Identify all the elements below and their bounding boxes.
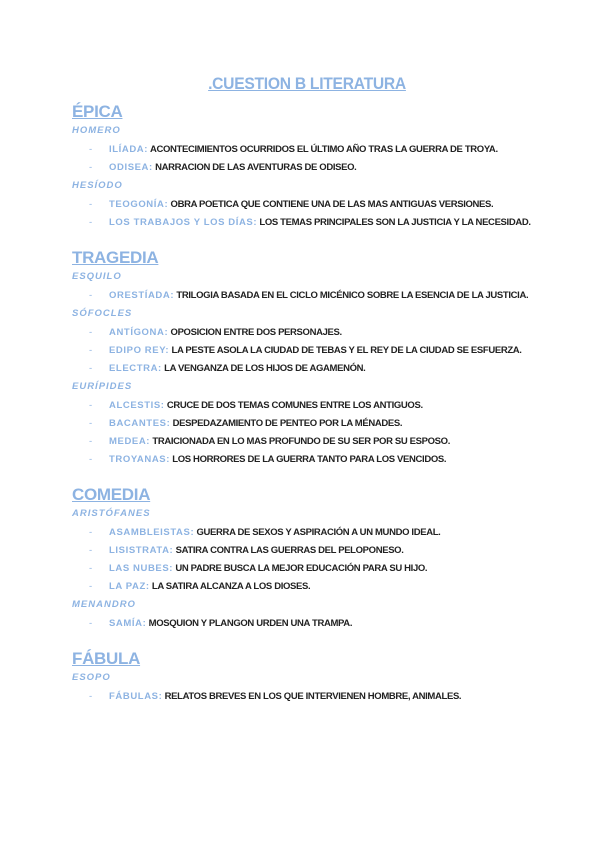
list-item bbox=[72, 451, 542, 469]
author-name: HOMERO bbox=[72, 125, 121, 136]
author-name: EURÍPIDES bbox=[72, 381, 133, 392]
dash-bullet: - bbox=[89, 527, 93, 538]
work-description: LA PESTE ASOLA LA CIUDAD DE TEBAS Y EL REY DE LA CIUDAD SE ESFUERZA. bbox=[169, 345, 522, 356]
work-title: MEDEA: bbox=[109, 436, 151, 447]
works-list bbox=[72, 196, 542, 232]
work-description: NARRACION DE LAS AVENTURAS DE ODISEO. bbox=[152, 162, 357, 173]
work-title: ANTÍGONA: bbox=[109, 327, 169, 338]
list-item bbox=[72, 287, 542, 305]
dash-bullet: - bbox=[89, 436, 93, 447]
works-list bbox=[72, 615, 542, 633]
dash-bullet: - bbox=[89, 217, 93, 228]
list-item bbox=[72, 615, 542, 633]
dash-bullet: - bbox=[89, 290, 93, 301]
author-name: ESOPO bbox=[72, 672, 111, 683]
list-item bbox=[72, 560, 542, 578]
section-title: FÁBULA bbox=[72, 649, 141, 668]
work-title: ILÍADA: bbox=[109, 144, 149, 155]
section-comedia bbox=[72, 485, 542, 633]
list-item bbox=[72, 397, 542, 415]
works-list bbox=[72, 397, 542, 469]
list-item bbox=[72, 433, 542, 451]
dash-bullet: - bbox=[89, 345, 93, 356]
section-tragedia bbox=[72, 248, 542, 469]
works-list bbox=[72, 141, 542, 177]
list-item bbox=[72, 141, 542, 159]
dash-bullet: - bbox=[89, 545, 93, 556]
list-item bbox=[72, 578, 542, 596]
list-item bbox=[72, 342, 542, 360]
dash-bullet: - bbox=[89, 144, 93, 155]
author-name: SÓFOCLES bbox=[72, 308, 133, 319]
list-item bbox=[72, 159, 542, 177]
work-description: RELATOS BREVES EN LOS QUE INTERVIENEN HOMBRE, ANIMALES. bbox=[162, 691, 462, 702]
dash-bullet: - bbox=[89, 691, 93, 702]
work-title: LISISTRATA: bbox=[109, 545, 174, 556]
author-name: ESQUILO bbox=[72, 271, 122, 282]
work-description: UN PADRE BUSCA LA MEJOR EDUCACIÓN PARA SU HIJO. bbox=[173, 563, 428, 574]
list-item bbox=[72, 524, 542, 542]
work-description: MOSQUION Y PLANGON URDEN UNA TRAMPA. bbox=[146, 618, 353, 629]
work-description: ACONTECIMIENTOS OCURRIDOS EL ÚLTIMO AÑO TRAS LA GUERRA DE TROYA. bbox=[148, 144, 498, 155]
work-title: ALCESTIS: bbox=[109, 400, 165, 411]
list-item bbox=[72, 196, 542, 214]
works-list bbox=[72, 287, 542, 305]
dash-bullet: - bbox=[89, 418, 93, 429]
author-name: HESÍODO bbox=[72, 180, 123, 191]
work-description: LA VENGANZA DE LOS HIJOS DE AGAMENÓN. bbox=[161, 363, 366, 374]
dash-bullet: - bbox=[89, 199, 93, 210]
section-title: TRAGEDIA bbox=[72, 248, 159, 267]
dash-bullet: - bbox=[89, 327, 93, 338]
section-epica bbox=[72, 102, 542, 232]
work-title: LOS TRABAJOS Y LOS DÍAS: bbox=[109, 217, 258, 228]
list-item bbox=[72, 324, 542, 342]
list-item bbox=[72, 542, 542, 560]
work-description: CRUCE DE DOS TEMAS COMUNES ENTRE LOS ANTIGUOS. bbox=[164, 400, 423, 411]
work-title: FÁBULAS: bbox=[109, 691, 163, 702]
work-description: LA SATIRA ALCANZA A LOS DIOSES. bbox=[149, 581, 311, 592]
work-description: LOS HORRORES DE LA GUERRA TANTO PARA LOS VENCIDOS. bbox=[170, 454, 447, 465]
work-title: LA PAZ: bbox=[109, 581, 150, 592]
work-title: ELECTRA: bbox=[109, 363, 162, 374]
work-description: TRILOGIA BASADA EN EL CICLO MICÉNICO SOBRE LA ESENCIA DE LA JUSTICIA. bbox=[174, 290, 529, 301]
author-name: ARISTÓFANES bbox=[72, 508, 151, 519]
document-page bbox=[72, 74, 542, 722]
work-title: ASAMBLEISTAS: bbox=[109, 527, 195, 538]
list-item bbox=[72, 360, 542, 378]
work-title: ORESTÍADA: bbox=[109, 290, 175, 301]
dash-bullet: - bbox=[89, 454, 93, 465]
author-name: MENANDRO bbox=[72, 599, 136, 610]
work-title: EDIPO REY: bbox=[109, 345, 170, 356]
work-description: SATIRA CONTRA LAS GUERRAS DEL PELOPONESO. bbox=[173, 545, 404, 556]
works-list bbox=[72, 524, 542, 596]
list-item bbox=[72, 415, 542, 433]
dash-bullet: - bbox=[89, 581, 93, 592]
dash-bullet: - bbox=[89, 400, 93, 411]
dash-bullet: - bbox=[89, 162, 93, 173]
work-description: LOS TEMAS PRINCIPALES SON LA JUSTICIA Y LA NECESIDAD. bbox=[257, 217, 531, 228]
dash-bullet: - bbox=[89, 563, 93, 574]
work-title: BACANTES: bbox=[109, 418, 171, 429]
section-title: ÉPICA bbox=[72, 102, 123, 121]
work-title: ODISEA: bbox=[109, 162, 153, 173]
work-description: OBRA POETICA QUE CONTIENE UNA DE LAS MAS ANTIGUAS VERSIONES. bbox=[168, 199, 494, 210]
list-item bbox=[72, 214, 542, 232]
work-title: TROYANAS: bbox=[109, 454, 170, 465]
dash-bullet: - bbox=[89, 618, 93, 629]
dash-bullet: - bbox=[89, 363, 93, 374]
section-fabula bbox=[72, 649, 542, 706]
list-item bbox=[72, 688, 542, 706]
work-description: TRAICIONADA EN LO MAS PROFUNDO DE SU SER POR SU ESPOSO. bbox=[150, 436, 450, 447]
document-title: .CUESTION B LITERATURA bbox=[208, 74, 406, 93]
work-description: DESPEDAZAMIENTO DE PENTEO POR LA MÉNADES. bbox=[170, 418, 403, 429]
works-list bbox=[72, 688, 542, 706]
work-description: OPOSICION ENTRE DOS PERSONAJES. bbox=[168, 327, 342, 338]
section-title: COMEDIA bbox=[72, 485, 151, 504]
work-title: LAS NUBES: bbox=[109, 563, 174, 574]
works-list bbox=[72, 324, 542, 378]
work-title: SAMÍA: bbox=[109, 618, 147, 629]
work-description: GUERRA DE SEXOS Y ASPIRACIÓN A UN MUNDO IDEAL. bbox=[194, 527, 441, 538]
work-title: TEOGONÍA: bbox=[109, 199, 169, 210]
